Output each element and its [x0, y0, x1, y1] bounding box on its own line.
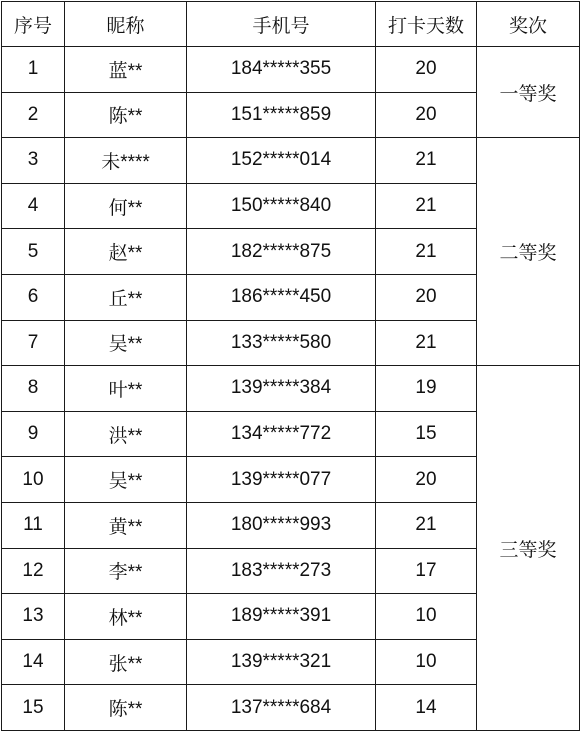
phone-cell: 152*****014: [187, 138, 376, 184]
header-nickname: 昵称: [65, 2, 187, 47]
header-row: [2, 2, 580, 47]
checkin-days-cell: 17: [376, 548, 477, 594]
phone-cell: 133*****580: [187, 320, 376, 366]
phone-cell: 182*****875: [187, 229, 376, 275]
serial-cell: 15: [2, 685, 65, 731]
phone-cell: 137*****684: [187, 685, 376, 731]
nickname-cell: 张**: [65, 639, 187, 685]
phone-cell: 134*****772: [187, 411, 376, 457]
checkin-days-cell: 14: [376, 685, 477, 731]
phone-cell: 184*****355: [187, 47, 376, 93]
table-body: [2, 47, 580, 731]
checkin-days-cell: 15: [376, 411, 477, 457]
prize-third-cell: 三等奖: [477, 366, 580, 731]
header-phone: 手机号: [187, 2, 376, 47]
table-row: [2, 138, 580, 184]
prize-second-cell: 二等奖: [477, 138, 580, 366]
serial-cell: 10: [2, 457, 65, 503]
header-serial: 序号: [2, 2, 65, 47]
phone-cell: 139*****384: [187, 366, 376, 412]
table-row: [2, 366, 580, 412]
checkin-days-cell: 20: [376, 274, 477, 320]
checkin-days-cell: 20: [376, 92, 477, 138]
checkin-days-cell: 10: [376, 639, 477, 685]
checkin-days-cell: 20: [376, 457, 477, 503]
nickname-cell: 叶**: [65, 366, 187, 412]
phone-cell: 186*****450: [187, 274, 376, 320]
checkin-days-cell: 19: [376, 366, 477, 412]
nickname-cell: 林**: [65, 594, 187, 640]
phone-cell: 151*****859: [187, 92, 376, 138]
serial-cell: 3: [2, 138, 65, 184]
phone-cell: 189*****391: [187, 594, 376, 640]
serial-cell: 12: [2, 548, 65, 594]
serial-cell: 6: [2, 274, 65, 320]
header-checkin-days: 打卡天数: [376, 2, 477, 47]
serial-cell: 14: [2, 639, 65, 685]
checkin-days-cell: 21: [376, 502, 477, 548]
nickname-cell: 黄**: [65, 502, 187, 548]
header-prize-level: 奖次: [477, 2, 580, 47]
phone-cell: 183*****273: [187, 548, 376, 594]
table-row: [2, 47, 580, 93]
serial-cell: 13: [2, 594, 65, 640]
serial-cell: 9: [2, 411, 65, 457]
nickname-cell: 洪**: [65, 411, 187, 457]
serial-cell: 7: [2, 320, 65, 366]
phone-cell: 150*****840: [187, 183, 376, 229]
nickname-cell: 吴**: [65, 457, 187, 503]
nickname-cell: 陈**: [65, 92, 187, 138]
serial-cell: 5: [2, 229, 65, 275]
serial-cell: 4: [2, 183, 65, 229]
phone-cell: 139*****321: [187, 639, 376, 685]
checkin-days-cell: 10: [376, 594, 477, 640]
nickname-cell: 蓝**: [65, 47, 187, 93]
nickname-cell: 未****: [65, 138, 187, 184]
nickname-cell: 吴**: [65, 320, 187, 366]
serial-cell: 11: [2, 502, 65, 548]
nickname-cell: 何**: [65, 183, 187, 229]
prize-first-cell: 一等奖: [477, 47, 580, 138]
phone-cell: 180*****993: [187, 502, 376, 548]
checkin-days-cell: 21: [376, 183, 477, 229]
checkin-days-cell: 21: [376, 229, 477, 275]
serial-cell: 8: [2, 366, 65, 412]
checkin-days-cell: 20: [376, 47, 477, 93]
table-header: [2, 2, 580, 47]
checkin-days-cell: 21: [376, 138, 477, 184]
nickname-cell: 丘**: [65, 274, 187, 320]
serial-cell: 2: [2, 92, 65, 138]
checkin-days-cell: 21: [376, 320, 477, 366]
nickname-cell: 陈**: [65, 685, 187, 731]
nickname-cell: 赵**: [65, 229, 187, 275]
winners-table: [1, 1, 580, 731]
serial-cell: 1: [2, 47, 65, 93]
phone-cell: 139*****077: [187, 457, 376, 503]
nickname-cell: 李**: [65, 548, 187, 594]
